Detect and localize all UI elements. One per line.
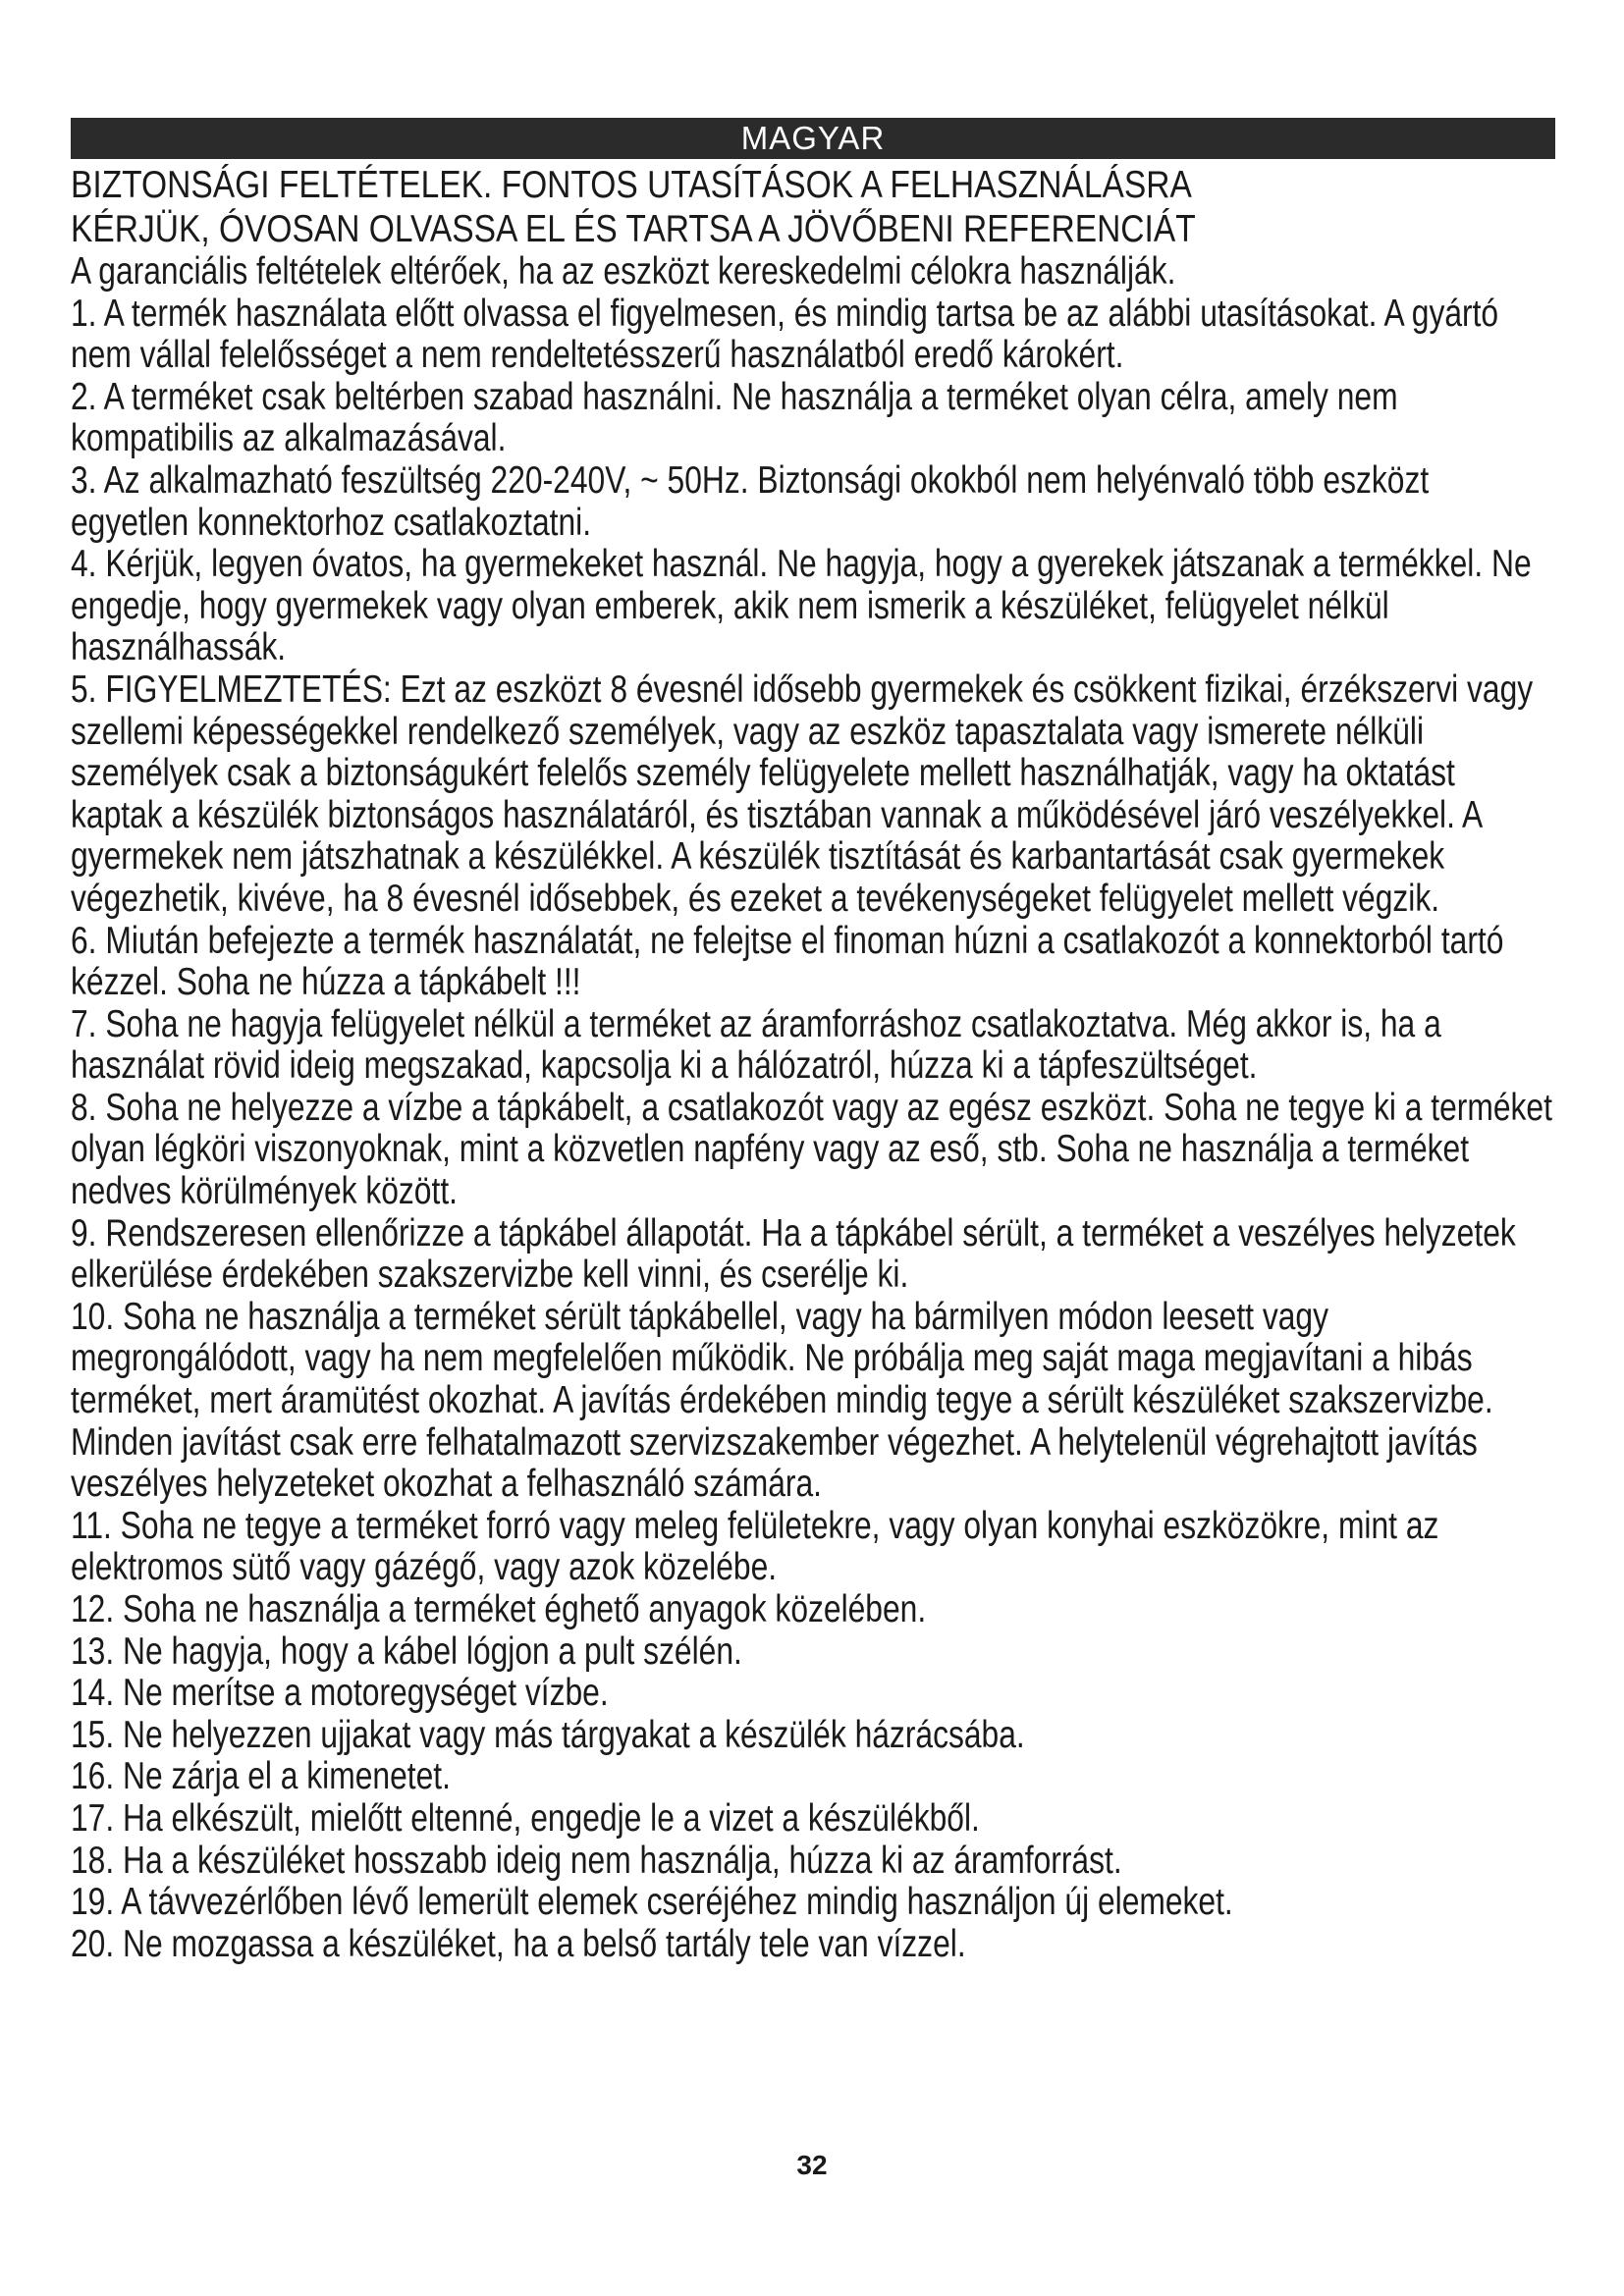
instruction-item-18: 18. Ha a készüléket hosszabb ideig nem használja, húzza ki az áramforrást. [71,1839,1122,1882]
safety-heading-line-1: BIZTONSÁGI FELTÉTELEK. FONTOS UTASÍTÁSOK A FELHASZNÁLÁSRA [71,164,1192,206]
instruction-item-17: 17. Ha elkészült, mielőtt eltenné, engedje le a vizet a készülékből. [71,1796,980,1840]
instruction-item-7: 7. Soha ne hagyja felügyelet nélkül a terméket az áramforráshoz csatlakoztatva. Még akkor is, ha a használat rövid ideig megszakad, kapcsolja ki a hálózatról, húzza ki a tápfeszültséget. [71,1002,1441,1088]
instruction-item-11: 11. Soha ne tegye a terméket forró vagy meleg felületekre, vagy olyan konyhai eszközökre, mint az elektromos sütő vagy gázégő, vagy azok közelébe. [71,1504,1439,1589]
instructions-body [71,251,1555,1965]
instruction-item-8: 8. Soha ne helyezze a vízbe a tápkábelt, a csatlakozót vagy az egész eszközt. Soha ne tegye ki a terméket olyan légköri viszonyoknak, mint a közvetlen napfény vagy az eső, stb. Soha ne használja a terméket nedves körülmények között. [71,1086,1552,1213]
language-header-bar [71,118,1555,159]
document-page [71,118,1555,1965]
instruction-item-2: 2. A terméket csak beltérben szabad használni. Ne használja a terméket olyan célra, amely nem kompatibilis az alkalmazásával. [71,375,1398,460]
language-label: MAGYAR [740,120,886,156]
instruction-item-15: 15. Ne helyezzen ujjakat vagy más tárgyakat a készülék házrácsába. [71,1713,1025,1756]
instruction-item-6: 6. Miután befejezte a termék használatát, ne felejtse el finoman húzni a csatlakozót a konnektorból tartó kézzel. Soha ne húzza a tápkábelt !!! [71,919,1504,1004]
instruction-item-13: 13. Ne hagyja, hogy a kábel lógjon a pult szélén. [71,1629,742,1673]
instruction-item-1: 1. A termék használata előtt olvassa el figyelmesen, és mindig tartsa be az alábbi utasításokat. A gyártó nem vállal felelősséget a nem rendeltetésszerű használatból eredő károkért. [71,292,1499,377]
instruction-item-16: 16. Ne zárja el a kimenetet. [71,1755,451,1798]
instruction-item-19: 19. A távvezérlőben lévő lemerült elemek cseréjéhez mindig használjon új elemeket. [71,1881,1233,1924]
safety-heading-line-2: KÉRJÜK, ÓVOSAN OLVASSA EL ÉS TARTSA A JÖVŐBENI REFERENCIÁT [71,208,1196,250]
instruction-item-9: 9. Rendszeresen ellenőrizze a tápkábel állapotát. Ha a tápkábel sérült, a terméket a veszélyes helyzetek elkerülése érdekében szakszervizbe kell vinni, és cserélje ki. [71,1211,1516,1297]
instruction-item-20: 20. Ne mozgassa a készüléket, ha a belső tartály tele van vízzel. [71,1922,966,1965]
instruction-item-3: 3. Az alkalmazható feszültség 220-240V, ~ 50Hz. Biztonsági okokból nem helyénvaló több eszközt egyetlen konnektorhoz csatlakoztatni. [71,458,1430,544]
instruction-item-10: 10. Soha ne használja a terméket sérült tápkábellel, vagy ha bármilyen módon leesett vagy megrongálódott, vagy ha nem megfelelően működik. Ne próbálja meg saját maga megjavítani a hibás terméket, mert áramütést okozhat. A javítás érdekében mindig tegye a sérült készüléket szakszervizbe. Minden javítást csak erre felhatalmazott szervizszakember végezhet. A helytelenül végrehajtott javítás veszélyes helyzeteket okozhat a felhasználó számára. [71,1295,1493,1506]
instruction-item-12: 12. Soha ne használja a terméket éghető anyagok közelében. [71,1588,927,1630]
page-number: 32 [796,2150,828,2180]
intro-paragraph: A garanciális feltételek eltérőek, ha az eszközt kereskedelmi célokra használják. [71,250,1176,293]
instruction-item-5: 5. FIGYELMEZTETÉS: Ezt az eszközt 8 évesnél idősebb gyermekek és csökkent fizikai, érzékszervi vagy szellemi képességekkel rendelkező személyek, vagy az eszköz tapasztalata vagy ismerete nélküli személyek csak a biztonságukért felelős személy felügyelete mellett használhatják, vagy ha oktatást kaptak a készülék biztonságos használatáról, és tisztában vannak a működésével járó veszélyekkel. A gyermekek nem játszhatnak a készülékkel. A készülék tisztítását és karbantartását csak gyermekek végezhetik, kivéve, ha 8 évesnél idősebbek, és ezeket a tevékenységeket felügyelet mellett végzik. [71,667,1534,920]
instruction-item-14: 14. Ne merítse a motoregységet vízbe. [71,1672,609,1715]
instruction-item-4: 4. Kérjük, legyen óvatos, ha gyermekeket használ. Ne hagyja, hogy a gyerekek játszanak a termékkel. Ne engedje, hogy gyermekek vagy olyan emberek, akik nem ismerik a készüléket, felügyelet nélkül használhassák. [71,543,1532,669]
